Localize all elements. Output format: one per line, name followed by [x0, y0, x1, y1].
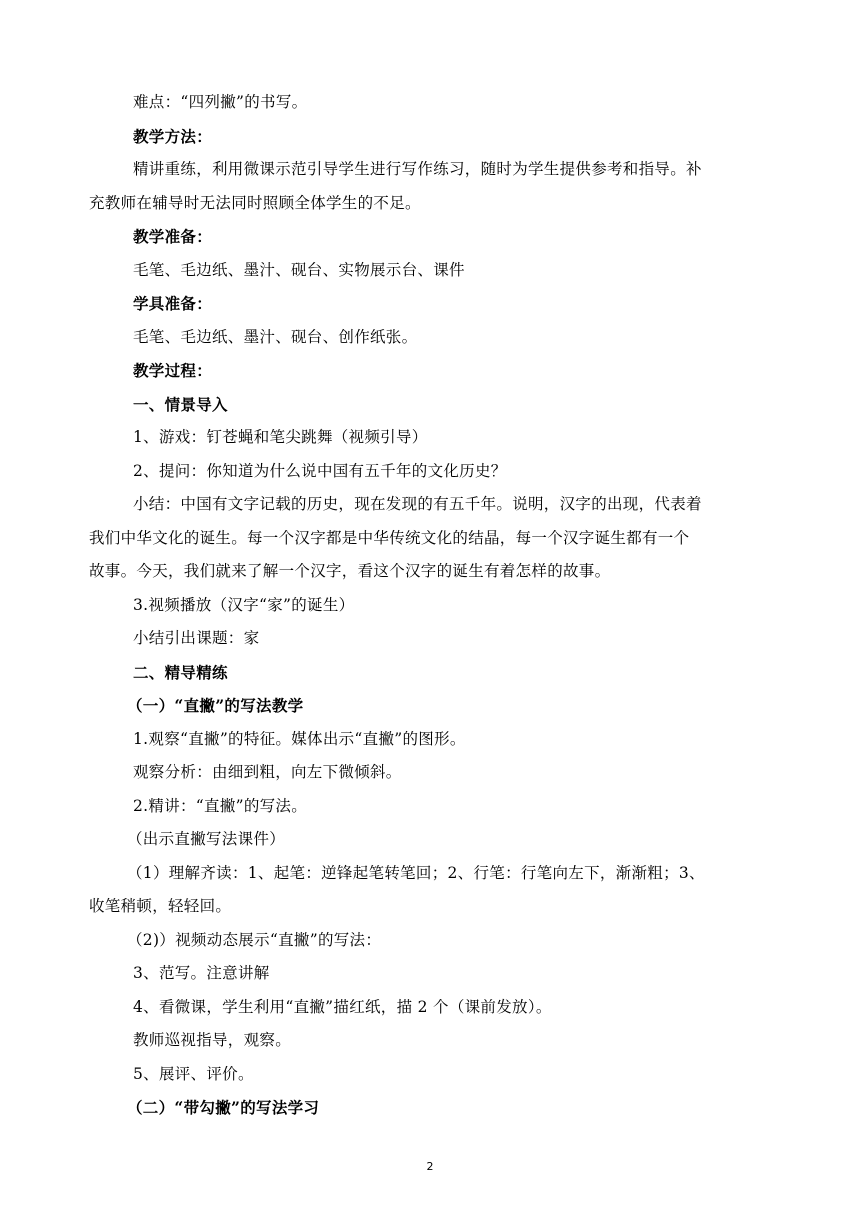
- paragraph-line: 精讲重练，利用微课示范引导学生进行写作练习，随时为学生提供参考和指导。补: [133, 160, 702, 178]
- paragraph-line: 5、展评、评价。: [133, 1064, 254, 1083]
- paragraph-line: 观察分析：由细到粗，向左下微倾斜。: [133, 763, 402, 781]
- paragraph-line: 难点：“四列撇”的书写。: [133, 93, 308, 111]
- document-body: [89, 86, 765, 1125]
- paragraph-line: 4、看微课，学生利用“直撇”描红纸，描 2 个（课前发放）。: [133, 997, 552, 1016]
- section-heading: 一、情景导入: [133, 394, 228, 414]
- section-heading: （一）“直撇”的写法教学: [127, 696, 304, 715]
- paragraph-line: 收笔稍顿，轻轻回。: [89, 897, 232, 915]
- paragraph-line: （2)）视频动态展示“直撇”的写法：: [127, 930, 382, 949]
- page-number: 2: [426, 1160, 434, 1173]
- paragraph-line: （1）理解齐读：1、起笔：逆锋起笔转笔回；2、行笔：行笔向左下，渐渐粗；3、: [127, 863, 705, 882]
- paragraph-line: 2.精讲：“直撇”的写法。: [133, 796, 308, 815]
- paragraph-line: 小结：中国有文字记载的历史，现在发现的有五千年。说明，汉字的出现，代表着: [133, 495, 702, 513]
- paragraph-line: 1、游戏：钉苍蝇和笔尖跳舞（视频引导）: [133, 428, 428, 446]
- section-heading: 教学过程：: [133, 361, 213, 380]
- section-heading: 教学准备：: [133, 227, 213, 246]
- paragraph-line: （出示直撇写法课件）: [127, 830, 286, 848]
- paragraph-line: 2、提问：你知道为什么说中国有五千年的文化历史？: [133, 461, 507, 480]
- section-heading: 教学方法：: [133, 126, 213, 146]
- paragraph-line: 故事。今天，我们就来了解一个汉字，看这个汉字的诞生有着怎样的故事。: [89, 562, 611, 580]
- paragraph-line: 1.观察“直撇”的特征。媒体出示“直撇”的图形。: [133, 729, 466, 748]
- section-heading: 学具准备：: [133, 294, 213, 313]
- paragraph-line: 3.视频播放（汉字“家”的诞生）: [133, 595, 355, 614]
- paragraph-line: 3、范写。注意讲解: [133, 964, 270, 982]
- paragraph-line: 小结引出课题：家: [133, 629, 260, 647]
- section-heading: （二）“带勾撇”的写法学习: [127, 1098, 320, 1117]
- section-heading: 二、精导精练: [133, 662, 228, 682]
- paragraph-line: 毛笔、毛边纸、墨汁、砚台、创作纸张。: [133, 327, 418, 346]
- paragraph-line: 充教师在辅导时无法同时照顾全体学生的不足。: [89, 193, 421, 212]
- paragraph-line: 教师巡视指导，观察。: [133, 1031, 292, 1049]
- paragraph-line: 我们中华文化的诞生。每一个汉字都是中华传统文化的结晶，每一个汉字诞生都有一个: [89, 528, 690, 547]
- paragraph-line: 毛笔、毛边纸、墨汁、砚台、实物展示台、课件: [133, 260, 465, 279]
